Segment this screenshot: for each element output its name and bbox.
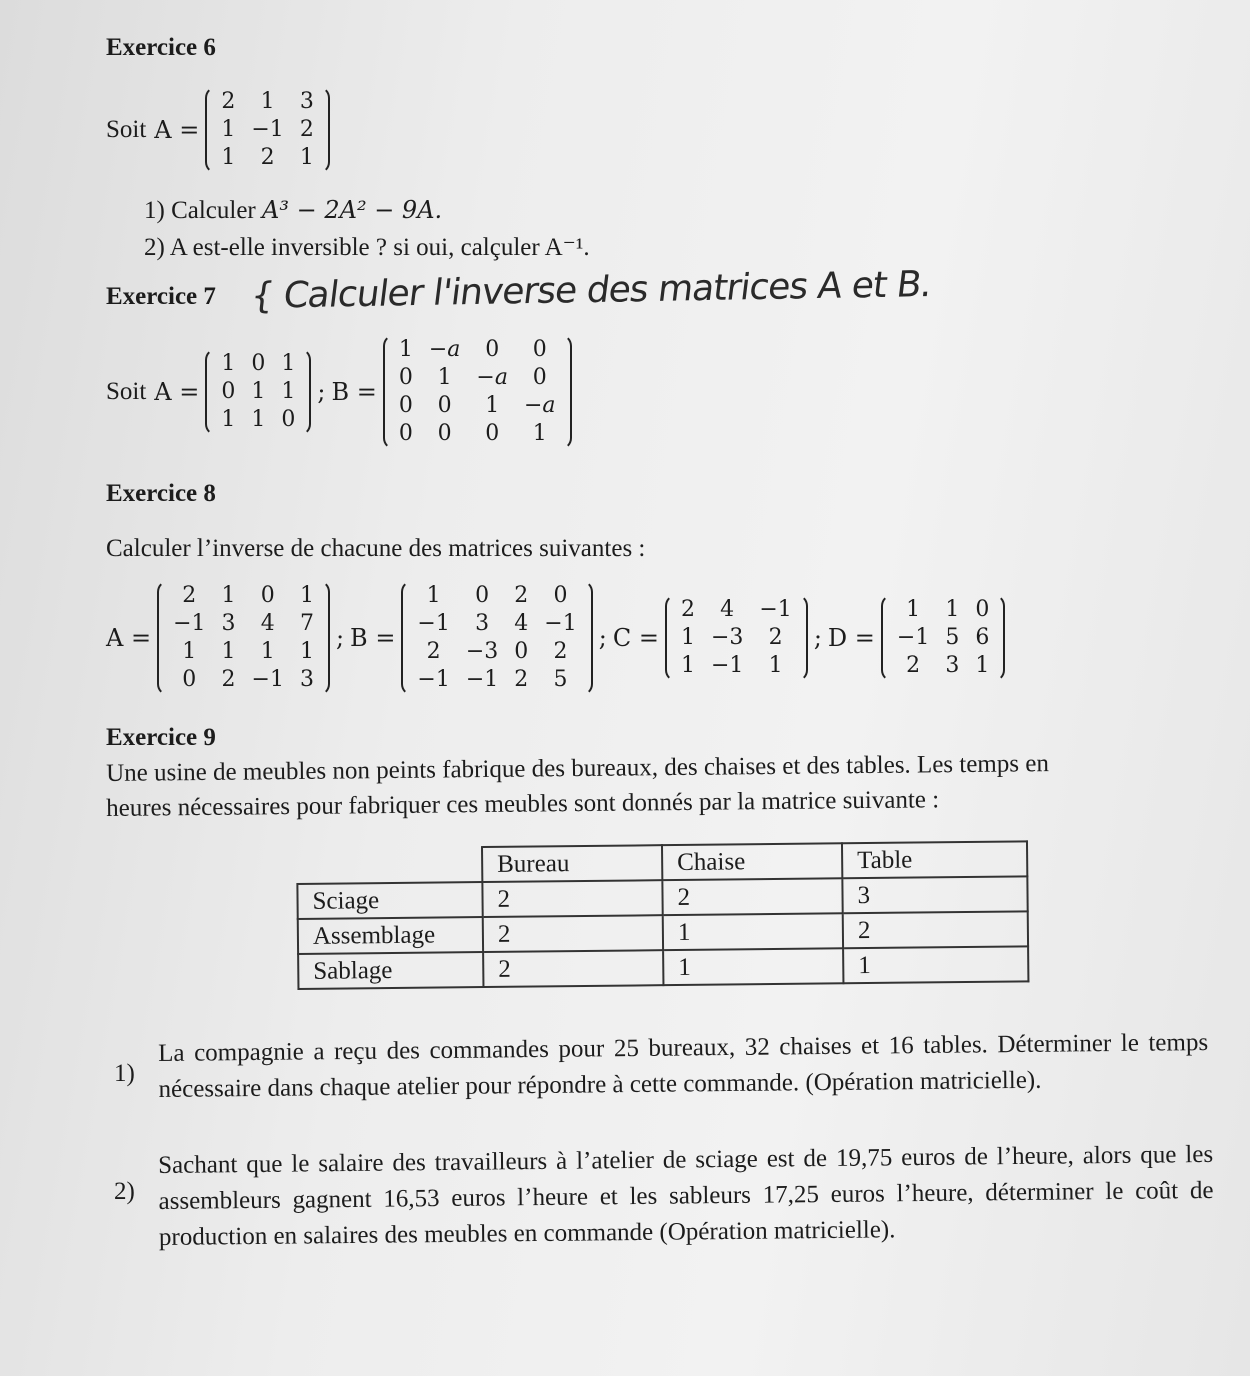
- matrix-cell: −a: [476, 365, 508, 390]
- right-parenthesis: [318, 86, 330, 174]
- matrix-cell: 1: [485, 393, 500, 418]
- ex6-q1-expr: A³ − 2A² − 9A.: [262, 196, 443, 224]
- table-cell: 2: [843, 911, 1028, 948]
- matrix-cell: −1: [710, 653, 744, 678]
- matrix-cell: 2: [680, 597, 695, 622]
- ex6-soit: Soit: [106, 116, 147, 143]
- table-header-cell: Table: [842, 841, 1027, 878]
- table-row: [298, 946, 1028, 989]
- ex9-q1: La compagnie a reçu des commandes pour 25 bureaux, 32 chaises et 16 tables. Déterminer le temps nécessaire dans chaque atelier pour répondre à cette commande. (Opération matricielle).: [158, 1029, 1209, 1103]
- ex8-matrix-a: [157, 580, 330, 696]
- matrix-cell: −1: [417, 611, 450, 636]
- matrix-cell: 1: [182, 639, 197, 664]
- ex9-table-body: [297, 841, 1028, 989]
- matrix-grid: [677, 594, 796, 682]
- ex8-separator-1: ;: [335, 624, 345, 652]
- ex8-matrix-c: [665, 594, 808, 682]
- table-cell: 1: [663, 913, 843, 950]
- ex7-label-b: B =: [331, 378, 377, 406]
- table-cell: 2: [482, 880, 662, 917]
- matrix-grid: [395, 334, 560, 450]
- ex8-matrix-row: [106, 580, 1005, 696]
- matrix-cell: 3: [475, 611, 490, 636]
- ex6-matrix-row: [106, 86, 330, 174]
- matrix-cell: 0: [532, 365, 547, 390]
- matrix-grid: [217, 348, 299, 436]
- matrix-cell: 1: [768, 653, 783, 678]
- ex7-separator: ;: [317, 378, 326, 406]
- matrix-cell: 1: [426, 583, 441, 608]
- matrix-cell: 1: [299, 145, 314, 170]
- matrix-cell: 2: [768, 625, 783, 650]
- ex8-label-a: A =: [106, 624, 152, 652]
- right-parenthesis: [993, 594, 1005, 682]
- table-header-cell: Bureau: [482, 845, 662, 882]
- matrix-cell: 1: [680, 625, 695, 650]
- ex6-q1-prefix: 1) Calculer: [144, 197, 256, 224]
- matrix-cell: 0: [437, 421, 452, 446]
- matrix-cell: 1: [221, 639, 236, 664]
- matrix-cell: 7: [299, 611, 314, 636]
- matrix-cell: 0: [475, 583, 490, 608]
- right-parenthesis: [581, 580, 593, 696]
- matrix-cell: 1: [281, 379, 296, 404]
- matrix-cell: 1: [221, 583, 236, 608]
- matrix-cell: 2: [221, 667, 236, 692]
- matrix-cell: 0: [398, 421, 413, 446]
- matrix-cell: 2: [260, 145, 275, 170]
- table-cell: 2: [483, 950, 663, 987]
- matrix-cell: −1: [896, 625, 930, 650]
- matrix-cell: 0: [260, 583, 275, 608]
- matrix-cell: −3: [710, 625, 744, 650]
- matrix-cell: 0: [182, 667, 197, 692]
- ex7-title: Exercice 7: [106, 283, 216, 310]
- ex9-title: Exercice 9: [106, 724, 216, 751]
- ex8-instruction: Calculer l’inverse de chacune des matrices suivantes :: [106, 535, 646, 562]
- table-cell: Sablage: [298, 952, 483, 989]
- ex8-label-c: C =: [612, 624, 659, 652]
- matrix-cell: −1: [251, 117, 284, 142]
- matrix-grid: [413, 580, 580, 696]
- matrix-cell: 5: [553, 667, 568, 692]
- matrix-cell: 0: [437, 393, 452, 418]
- left-parenthesis: [881, 594, 893, 682]
- matrix-cell: 2: [182, 583, 197, 608]
- matrix-cell: 2: [426, 639, 441, 664]
- matrix-cell: 1: [251, 407, 266, 432]
- matrix-cell: 1: [532, 421, 547, 446]
- ex6-q1: [144, 196, 442, 225]
- matrix-grid: [217, 86, 317, 174]
- matrix-cell: 4: [720, 597, 735, 622]
- ex9-q2: Sachant que le salaire des travailleurs à l’atelier de sciage est de 19,75 euros de l’heure, alors que les assembleurs gagnent 16,53 euros l’heure et les sableurs 17,25 euros l’heure, déterminer le coût de production en salaires des meubles en commande (Opération matricielle).: [158, 1140, 1214, 1251]
- matrix-cell: 1: [221, 145, 236, 170]
- matrix-cell: 1: [251, 379, 266, 404]
- matrix-cell: 0: [975, 597, 990, 622]
- matrix-cell: 3: [945, 653, 960, 678]
- matrix-cell: 0: [553, 583, 568, 608]
- matrix-cell: −1: [465, 667, 499, 692]
- matrix-cell: 0: [398, 393, 413, 418]
- ex7-soit: Soit: [106, 378, 147, 405]
- ex7-label-a: A =: [154, 378, 200, 406]
- matrix-cell: −a: [428, 337, 461, 362]
- matrix-cell: 1: [398, 337, 413, 362]
- matrix-cell: 2: [906, 653, 921, 678]
- matrix-cell: 3: [299, 667, 314, 692]
- matrix-cell: 1: [906, 597, 921, 622]
- table-cell: 2: [662, 878, 842, 915]
- matrix-cell: 4: [514, 611, 529, 636]
- matrix-cell: −1: [417, 667, 450, 692]
- matrix-cell: 0: [251, 351, 266, 376]
- right-parenthesis: [318, 580, 330, 696]
- matrix-cell: 3: [221, 611, 236, 636]
- left-parenthesis: [401, 580, 413, 696]
- ex7-matrix-row: [106, 334, 572, 450]
- table-cell: 1: [843, 946, 1028, 983]
- matrix-cell: 0: [398, 365, 413, 390]
- table-header-cell: Chaise: [662, 843, 842, 880]
- ex8-matrix-d: [881, 594, 1005, 682]
- ex7-matrix-a: [205, 348, 311, 436]
- matrix-cell: 1: [680, 653, 695, 678]
- table-cell: 2: [483, 915, 663, 952]
- ex6-label: A =: [154, 116, 200, 144]
- matrix-grid: [169, 580, 318, 696]
- matrix-cell: 1: [299, 639, 314, 664]
- ex7-handwritten-note: { Calculer l'inverse des matrices A et B.: [248, 264, 934, 317]
- matrix-cell: −1: [173, 611, 206, 636]
- matrix-cell: 0: [221, 379, 236, 404]
- matrix-cell: 2: [514, 583, 529, 608]
- matrix-cell: 1: [221, 351, 236, 376]
- table-cell: Sciage: [297, 882, 482, 919]
- matrix-cell: 1: [437, 365, 452, 390]
- ex9-time-table: [296, 840, 1029, 990]
- left-parenthesis: [383, 334, 395, 450]
- matrix-cell: 3: [299, 89, 314, 114]
- matrix-cell: 1: [945, 597, 960, 622]
- matrix-cell: 1: [975, 653, 990, 678]
- left-parenthesis: [205, 86, 217, 174]
- left-parenthesis: [205, 348, 217, 436]
- matrix-cell: 2: [221, 89, 236, 114]
- matrix-cell: 2: [299, 117, 314, 142]
- matrix-cell: 1: [281, 351, 296, 376]
- matrix-cell: 0: [485, 421, 500, 446]
- matrix-grid: [893, 594, 993, 682]
- matrix-cell: 0: [532, 337, 547, 362]
- matrix-cell: 1: [221, 407, 236, 432]
- matrix-cell: 1: [260, 639, 275, 664]
- matrix-cell: 5: [945, 625, 960, 650]
- ex8-label-b: B =: [350, 624, 396, 652]
- table-cell: 3: [842, 876, 1027, 913]
- ex8-separator-3: ;: [813, 624, 822, 652]
- right-parenthesis: [299, 348, 311, 436]
- ex8-title: Exercice 8: [106, 480, 216, 507]
- right-parenthesis: [796, 594, 808, 682]
- matrix-cell: 1: [299, 583, 314, 608]
- ex9-q2-number: 2): [114, 1178, 135, 1205]
- left-parenthesis: [157, 580, 169, 696]
- matrix-cell: 4: [260, 611, 275, 636]
- left-parenthesis: [665, 594, 677, 682]
- ex6-title: Exercice 6: [106, 34, 216, 61]
- matrix-cell: 6: [975, 625, 990, 650]
- matrix-cell: 0: [514, 639, 529, 664]
- matrix-cell: 2: [553, 639, 568, 664]
- ex9-intro-line2: heures nécessaires pour fabriquer ces meubles sont donnés par la matrice suivante :: [106, 786, 940, 822]
- matrix-cell: 0: [281, 407, 296, 432]
- matrix-cell: −a: [523, 393, 556, 418]
- matrix-cell: 1: [260, 89, 275, 114]
- table-cell: Assemblage: [298, 917, 483, 954]
- ex6-q2: 2) A est-elle inversible ? si oui, calçuler A⁻¹.: [144, 234, 590, 261]
- table-cell: 1: [663, 948, 843, 985]
- ex9-intro-line1: Une usine de meubles non peints fabrique des bureaux, des chaises et des tables. Les temps en: [106, 750, 1050, 787]
- ex8-label-d: D =: [827, 624, 875, 652]
- matrix-cell: −1: [544, 611, 577, 636]
- ex6-matrix: [205, 86, 329, 174]
- matrix-cell: 0: [485, 337, 500, 362]
- ex9-q1-number: 1): [114, 1060, 135, 1087]
- ex8-separator-2: ;: [598, 624, 607, 652]
- matrix-cell: −1: [251, 667, 284, 692]
- matrix-cell: 1: [221, 117, 236, 142]
- matrix-cell: −3: [465, 639, 499, 664]
- ex8-matrix-b: [401, 580, 592, 696]
- right-parenthesis: [560, 334, 572, 450]
- table-header-cell: [297, 847, 482, 884]
- matrix-cell: 2: [514, 667, 529, 692]
- matrix-cell: −1: [759, 597, 792, 622]
- ex7-matrix-b: [383, 334, 572, 450]
